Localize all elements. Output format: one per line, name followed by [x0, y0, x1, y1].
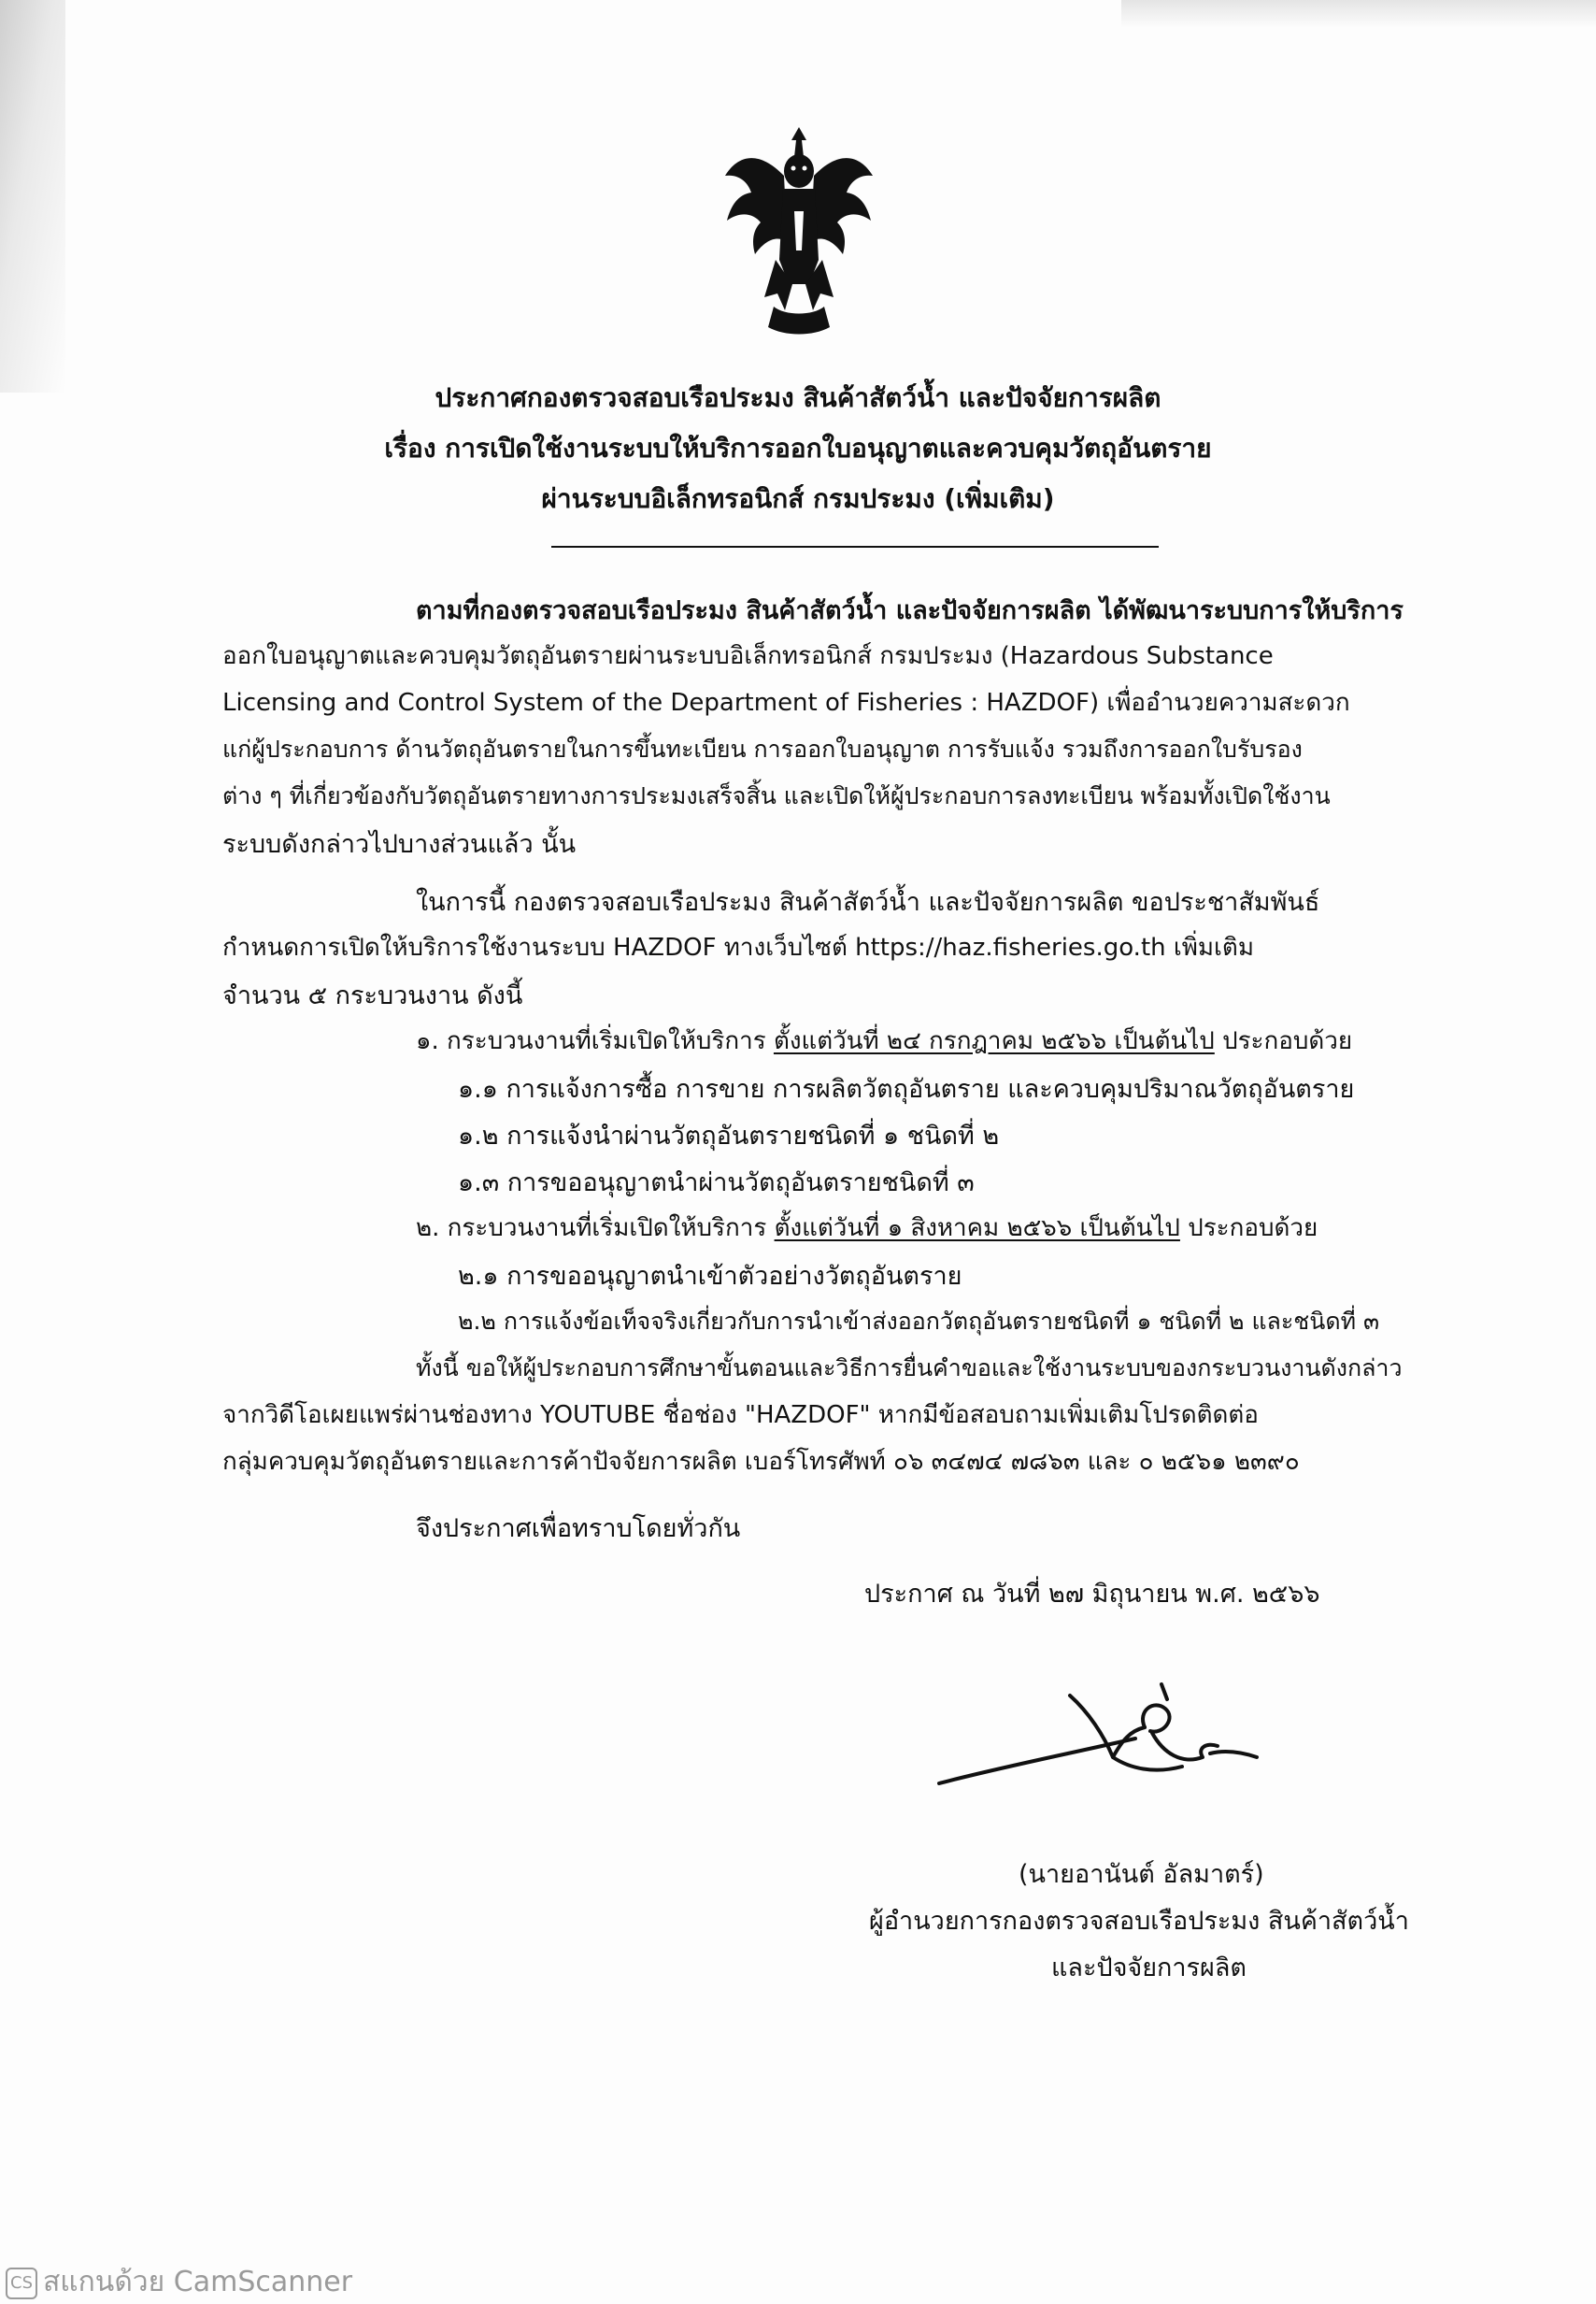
paragraph3-line-3: กลุ่มควบคุมวัตถุอันตรายและการค้าปัจจัยการผลิต เบอร์โทรศัพท์ ๐๖ ๓๔๗๔ ๗๘๖๓ และ ๐ ๒๕๖๑ ๒๓๙๐: [222, 1448, 1300, 1476]
list-item-1-prefix: ๑. กระบวนงานที่เริ่มเปิดให้บริการ: [416, 1027, 774, 1055]
signatory-position-line-2: และปัจจัยการผลิต: [1051, 1953, 1247, 1982]
list-item-1-date: ตั้งแต่วันที่ ๒๔ กรกฎาคม ๒๕๖๖ เป็นต้นไป: [773, 1027, 1215, 1055]
paragraph1-line-5: ต่าง ๆ ที่เกี่ยวข้องกับวัตถุอันตรายทางการประมงเสร็จสิ้น และเปิดให้ผู้ประกอบการลงทะเบียน พร้อมทั้งเปิดใช้งาน: [222, 782, 1331, 809]
scan-shadow-top: [1121, 0, 1596, 28]
paragraph3-line-2: จากวิดีโอเผยแพร่ผ่านช่องทาง YOUTUBE ชื่อช่อง "HAZDOF" หากมีข้อสอบถามเพิ่มเติมโปรดติดต่อ: [222, 1401, 1259, 1429]
list-subitem-1-2: ๑.๒ การแจ้งนำผ่านวัตถุอันตรายชนิดที่ ๑ ชนิดที่ ๒: [458, 1122, 1000, 1151]
camscanner-watermark: [6, 2260, 352, 2304]
list-subitem-1-1: ๑.๑ การแจ้งการซื้อ การขาย การผลิตวัตถุอันตราย และควบคุมปริมาณวัตถุอันตราย: [458, 1075, 1355, 1104]
list-item-2-prefix: ๒. กระบวนงานที่เริ่มเปิดให้บริการ: [416, 1214, 775, 1242]
paragraph1-line-4: แก่ผู้ประกอบการ ด้านวัตถุอันตรายในการขึ้นทะเบียน การออกใบอนุญาต การรับแจ้ง รวมถึงการออกใบรับรอง: [222, 736, 1303, 763]
paragraph1-line-2: ออกใบอนุญาตและควบคุมวัตถุอันตรายผ่านระบบอิเล็กทรอนิกส์ กรมประมง (Hazardous Substance: [222, 642, 1274, 670]
paragraph1-line-3: Licensing and Control System of the Department of Fisheries : HAZDOF) เพื่ออำนวยความสะดวก: [222, 689, 1350, 717]
list-item-2-date: ตั้งแต่วันที่ ๑ สิงหาคม ๒๕๖๖ เป็นต้นไป: [774, 1214, 1180, 1242]
signatory-position-line-1: ผู้อำนวยการกองตรวจสอบเรือประมง สินค้าสัตว์น้ำ: [869, 1907, 1409, 1936]
paragraph2-line-2: กำหนดการเปิดให้บริการใช้งานระบบ HAZDOF ทางเว็บไซต์ https://haz.fisheries.go.th เพิ่มเติม: [222, 934, 1254, 962]
list-item-2-suffix: ประกอบด้วย: [1179, 1214, 1318, 1242]
paragraph2-line-1: ในการนี้ กองตรวจสอบเรือประมง สินค้าสัตว์น้ำ และปัจจัยการผลิต ขอประชาสัมพันธ์: [416, 888, 1320, 917]
title-line-1: ประกาศกองตรวจสอบเรือประมง สินค้าสัตว์น้ำ และปัจจัยการผลิต: [435, 382, 1161, 413]
scan-shadow-left: [0, 0, 65, 393]
paragraph1-line-6: ระบบดังกล่าวไปบางส่วนแล้ว นั้น: [222, 830, 577, 859]
announcement-date: ประกาศ ณ วันที่ ๒๗ มิถุนายน พ.ศ. ๒๕๖๖: [864, 1580, 1320, 1609]
title-line-3: ผ่านระบบอิเล็กทรอนิกส์ กรมประมง (เพิ่มเติม): [541, 483, 1055, 514]
list-item-2: [416, 1213, 1318, 1245]
paragraph1-line-1: ตามที่กองตรวจสอบเรือประมง สินค้าสัตว์น้ำ และปัจจัยการผลิต ได้พัฒนาระบบการให้บริการ: [416, 596, 1404, 625]
list-item-1-suffix: ประกอบด้วย: [1214, 1027, 1353, 1055]
title-line-2: เรื่อง การเปิดใช้งานระบบให้บริการออกใบอนุญาตและควบคุมวัตถุอันตราย: [384, 433, 1212, 464]
list-subitem-1-3: ๑.๓ การขออนุญาตนำผ่านวัตถุอันตรายชนิดที่ ๓: [458, 1168, 975, 1197]
paragraph3-line-1: ทั้งนี้ ขอให้ผู้ประกอบการศึกษาขั้นตอนและวิธีการยื่นคำขอและใช้งานระบบของกระบวนงานดังกล่าว: [416, 1354, 1403, 1381]
list-subitem-2-1: ๒.๑ การขออนุญาตนำเข้าตัวอย่างวัตถุอันตราย: [458, 1262, 962, 1291]
garuda-emblem-icon: [720, 120, 878, 344]
camscanner-watermark-text: สแกนด้วย CamScanner: [43, 2266, 353, 2298]
signature-image: [930, 1664, 1275, 1804]
title-divider: [551, 546, 1159, 548]
closing-statement: จึงประกาศเพื่อทราบโดยทั่วกัน: [416, 1514, 741, 1543]
list-subitem-2-2: ๒.๒ การแจ้งข้อเท็จจริงเกี่ยวกับการนำเข้าส่งออกวัตถุอันตรายชนิดที่ ๑ ชนิดที่ ๒ และชนิดที่ ๓: [458, 1308, 1380, 1335]
list-item-1: [416, 1026, 1352, 1058]
signatory-name: (นายอานันต์ อัลมาตร์): [1019, 1860, 1264, 1889]
paragraph2-line-3: จำนวน ๕ กระบวนงาน ดังนี้: [222, 981, 523, 1010]
camscanner-logo-icon: CS: [6, 2268, 37, 2299]
